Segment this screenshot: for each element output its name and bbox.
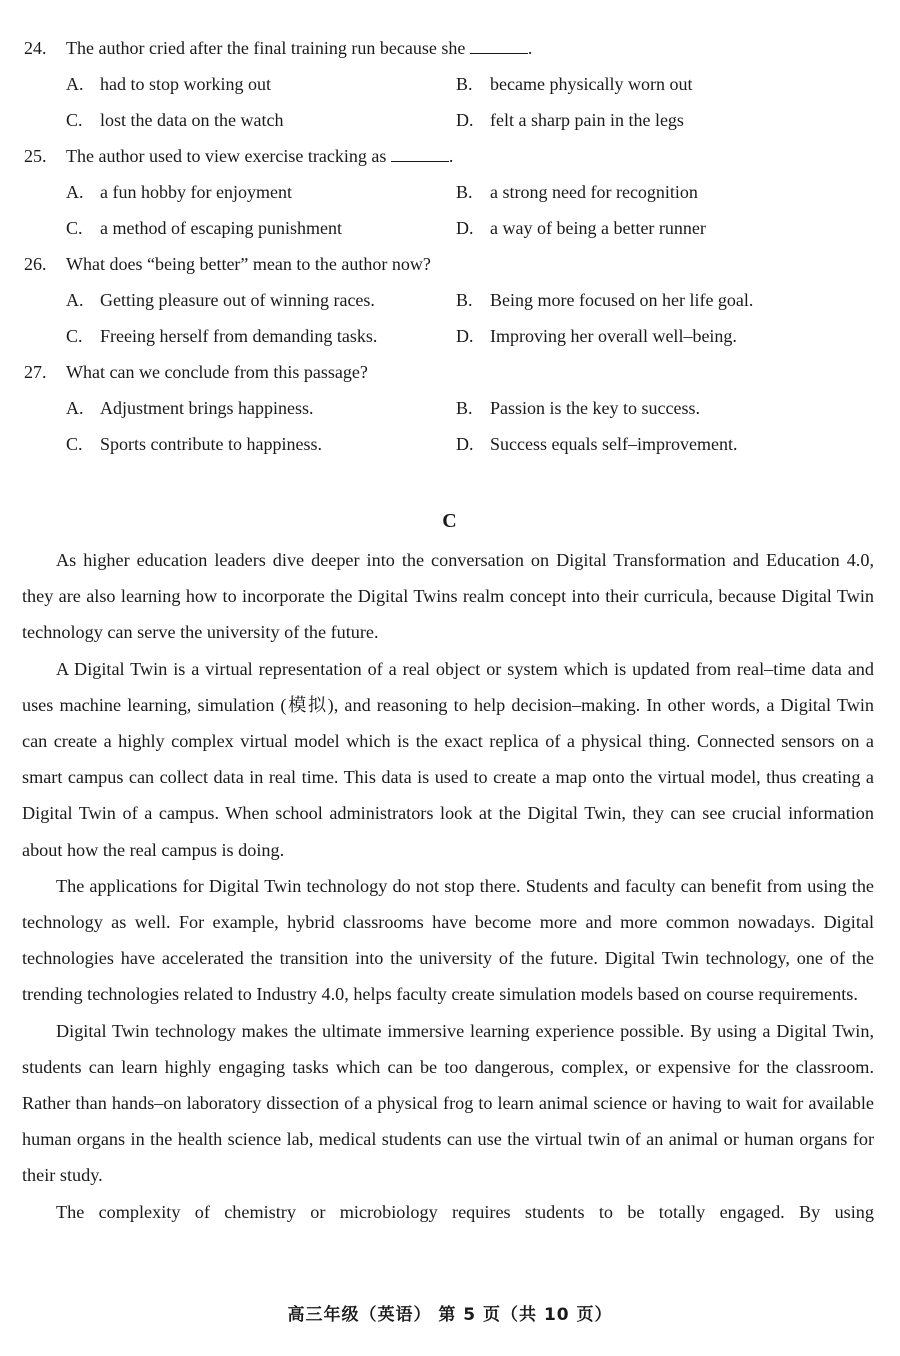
option-b (456, 74, 692, 95)
option-c (66, 434, 322, 455)
option-text: Sports contribute to happiness. (100, 434, 322, 454)
option-d (456, 218, 706, 239)
option-letter: C. (66, 218, 83, 238)
option-text: Freeing herself from demanding tasks. (100, 326, 378, 346)
option-c (66, 218, 342, 239)
option-text: a way of being a better runner (490, 218, 706, 238)
option-c (66, 326, 377, 347)
option-a (66, 398, 314, 419)
option-text: a fun hobby for enjoyment (100, 182, 292, 202)
question-27-stem (24, 362, 368, 383)
option-letter: A. (66, 398, 84, 418)
option-letter: D. (456, 326, 474, 346)
option-c (66, 110, 283, 131)
passage-paragraph-4: Digital Twin technology makes the ultimate immersive learning experience possible. By using a Digital Twin, students can learn highly engaging tasks which can be too dangerous, complex, or expensive for the classroom. Rather than hands–on laboratory dissection of a physical frog to learn animal science or having to wait for available human organs in the health science lab, medical students can use the virtual twin of an animal or human organs for their study. (22, 1020, 874, 1186)
question-26-stem (24, 254, 431, 275)
option-letter: D. (456, 218, 474, 238)
question-text-end: . (527, 38, 533, 58)
section-title: C (442, 510, 458, 532)
option-text: Adjustment brings happiness. (100, 398, 314, 418)
answer-blank (470, 39, 528, 54)
option-b (456, 182, 698, 203)
option-text: became physically worn out (490, 74, 693, 94)
option-text: felt a sharp pain in the legs (490, 110, 684, 130)
option-a (66, 182, 292, 203)
question-text: What does “being better” mean to the author now? (66, 254, 431, 274)
answer-blank (391, 147, 449, 162)
option-text: a strong need for recognition (490, 182, 698, 202)
option-a (66, 74, 271, 95)
option-letter: C. (66, 110, 83, 130)
option-letter: C. (66, 326, 83, 346)
option-letter: A. (66, 74, 84, 94)
option-d (456, 326, 737, 347)
question-25-stem (24, 146, 453, 167)
option-b (456, 398, 700, 419)
passage-paragraph-1: As higher education leaders dive deeper into the conversation on Digital Transformation and Education 4.0, they are also learning how to incorporate the Digital Twins realm concept into their curricula, because Digital Twin technology can serve the university of the future. (22, 550, 874, 643)
option-text: Success equals self–improvement. (490, 434, 738, 454)
option-text: Getting pleasure out of winning races. (100, 290, 375, 310)
option-letter: B. (456, 182, 473, 202)
option-text: Being more focused on her life goal. (490, 290, 754, 310)
question-text: The author used to view exercise tracking as (66, 146, 387, 166)
passage-paragraph-3: The applications for Digital Twin technology do not stop there. Students and faculty can benefit from using the technology as well. For example, hybrid classrooms have become more and more common nowadays. Digital technologies have accelerated the transition into the university of the future. Digital Twin technology, one of the trending technologies related to Industry 4.0, helps faculty create simulation models based on course requirements. (22, 875, 874, 1005)
option-letter: B. (456, 398, 473, 418)
passage-paragraph-5: The complexity of chemistry or microbiology requires students to be totally engaged. By using (56, 1201, 874, 1222)
question-number: 25. (24, 146, 47, 166)
passage-paragraph-2: A Digital Twin is a virtual representation of a real object or system which is updated from real–time data and uses machine learning, simulation (模拟), and reasoning to help decision–making. In other words, a Digital Twin can create a highly complex virtual model which is the exact replica of a physical thing. Connected sensors on a smart campus can collect data in real time. This data is used to create a map onto the virtual model, thus creating a Digital Twin of a campus. When school administrators look at the Digital Twin, they can see crucial information about how the real campus is doing. (22, 658, 874, 860)
option-letter: A. (66, 290, 84, 310)
option-d (456, 110, 684, 131)
option-letter: D. (456, 110, 474, 130)
question-text: What can we conclude from this passage? (66, 362, 368, 382)
option-letter: C. (66, 434, 83, 454)
option-letter: B. (456, 74, 473, 94)
option-text: Improving her overall well–being. (490, 326, 737, 346)
option-text: lost the data on the watch (100, 110, 284, 130)
option-text: a method of escaping punishment (100, 218, 342, 238)
option-letter: D. (456, 434, 474, 454)
question-text: The author cried after the final training run because she (66, 38, 466, 58)
option-b (456, 290, 753, 311)
question-number: 26. (24, 254, 47, 274)
question-number: 27. (24, 362, 47, 382)
option-text: had to stop working out (100, 74, 271, 94)
reading-passage (22, 542, 874, 1230)
option-text: Passion is the key to success. (490, 398, 700, 418)
option-d (456, 434, 737, 455)
option-a (66, 290, 375, 311)
question-text-end: . (448, 146, 454, 166)
question-24-stem (24, 38, 532, 59)
question-number: 24. (24, 38, 47, 58)
page-footer: 高三年级（英语） 第 5 页（共 10 页） (287, 1305, 613, 1325)
option-letter: B. (456, 290, 473, 310)
option-letter: A. (66, 182, 84, 202)
